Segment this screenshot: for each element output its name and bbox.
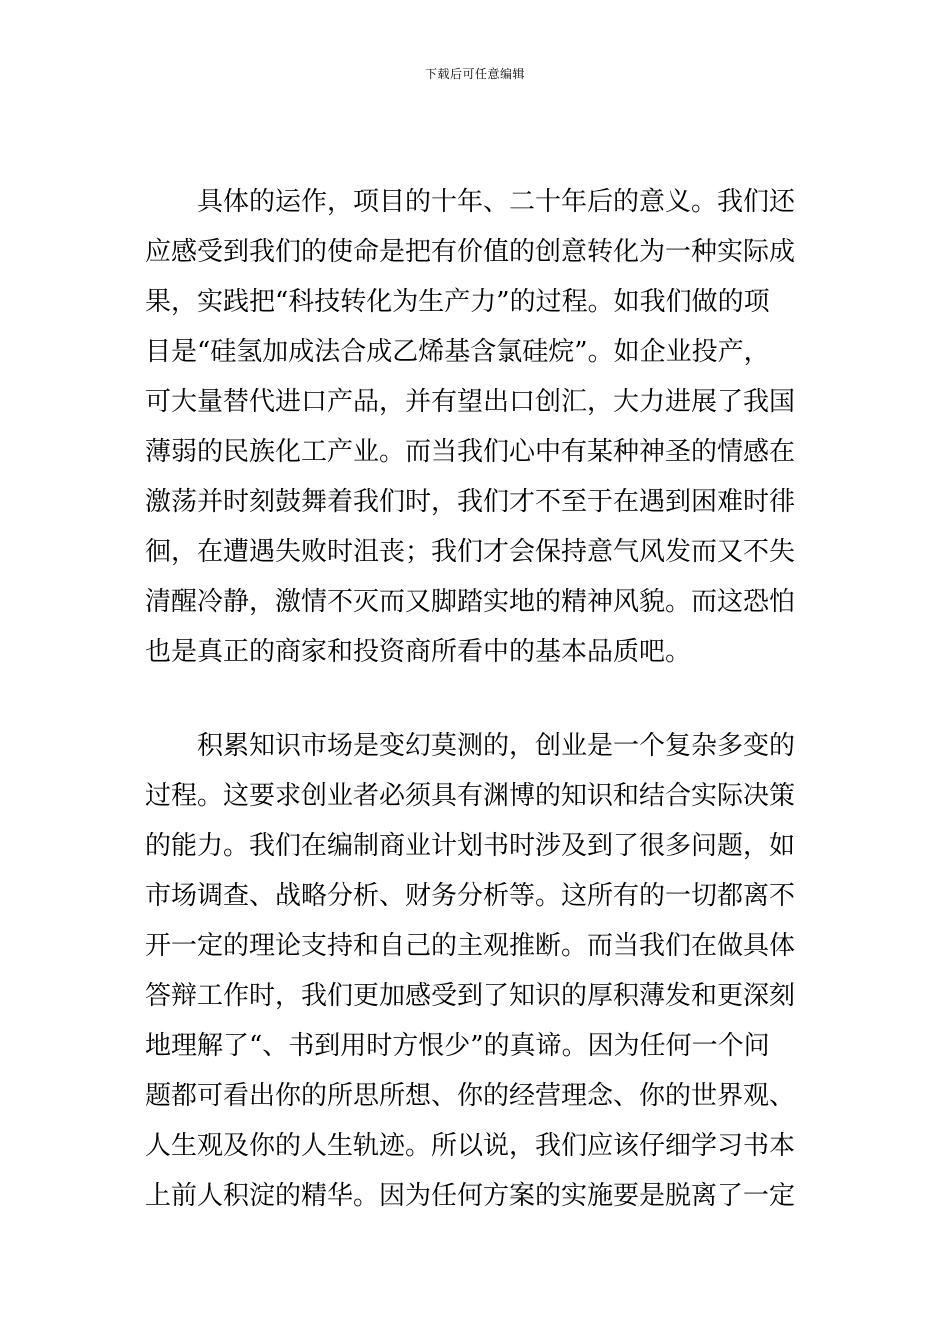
paragraph-line: 市场调查、战略分析、财务分析等。这所有的一切都离不 <box>145 881 796 911</box>
paragraph-line: 上前人积淀的精华。因为任何方案的实施要是脱离了一定 <box>145 1181 796 1211</box>
paragraph-line: 应感受到我们的使命是把有价值的创意转化为一种实际成 <box>145 237 796 267</box>
paragraph-line: 答辩工作时，我们更加感受到了知识的厚积薄发和更深刻 <box>145 981 796 1011</box>
paragraph-line: 地理解了“、书到用时方恨少”的真谛。因为任何一个问 <box>145 1031 770 1061</box>
paragraph-line: 开一定的理论支持和自己的主观推断。而当我们在做具体 <box>145 931 796 961</box>
paragraph-line: 题都可看出你的所思所想、你的经营理念、你的世界观、 <box>145 1081 796 1111</box>
paragraph-line: 积累知识市场是变幻莫测的，创业是一个复杂多变的 <box>145 731 796 761</box>
paragraph-line: 薄弱的民族化工产业。而当我们心中有某种神圣的情感在 <box>145 437 796 467</box>
paragraph-2 <box>145 721 810 1221</box>
paragraph-line: 清醒冷静，激情不灭而又脚踏实地的精神风貌。而这恐怕 <box>145 587 796 617</box>
paragraph-line: 也是真正的商家和投资商所看中的基本品质吧。 <box>145 637 692 667</box>
paragraph-line: 具体的运作，项目的十年、二十年后的意义。我们还 <box>145 187 796 217</box>
paragraph-1 <box>145 177 810 677</box>
paragraph-line: 徊，在遭遇失败时沮丧；我们才会保持意气风发而又不失 <box>145 537 796 567</box>
paragraph-line: 过程。这要求创业者必须具有渊博的知识和结合实际决策 <box>145 781 796 811</box>
paragraph-line: 果，实践把“科技转化为生产力”的过程。如我们做的项 <box>145 287 770 317</box>
paragraph-line: 的能力。我们在编制商业计划书时涉及到了很多问题，如 <box>145 831 796 861</box>
paragraph-line: 目是“硅氢加成法合成乙烯基含氯硅烷”。如企业投产， <box>145 337 770 367</box>
paragraph-line: 可大量替代进口产品，并有望出口创汇，大力进展了我国 <box>145 387 796 417</box>
paragraph-line: 激荡并时刻鼓舞着我们时，我们才不至于在遇到困难时徘 <box>145 487 796 517</box>
paragraph-line: 人生观及你的人生轨迹。所以说，我们应该仔细学习书本 <box>145 1131 796 1161</box>
header-note: 下载后可任意编辑 <box>424 67 525 81</box>
